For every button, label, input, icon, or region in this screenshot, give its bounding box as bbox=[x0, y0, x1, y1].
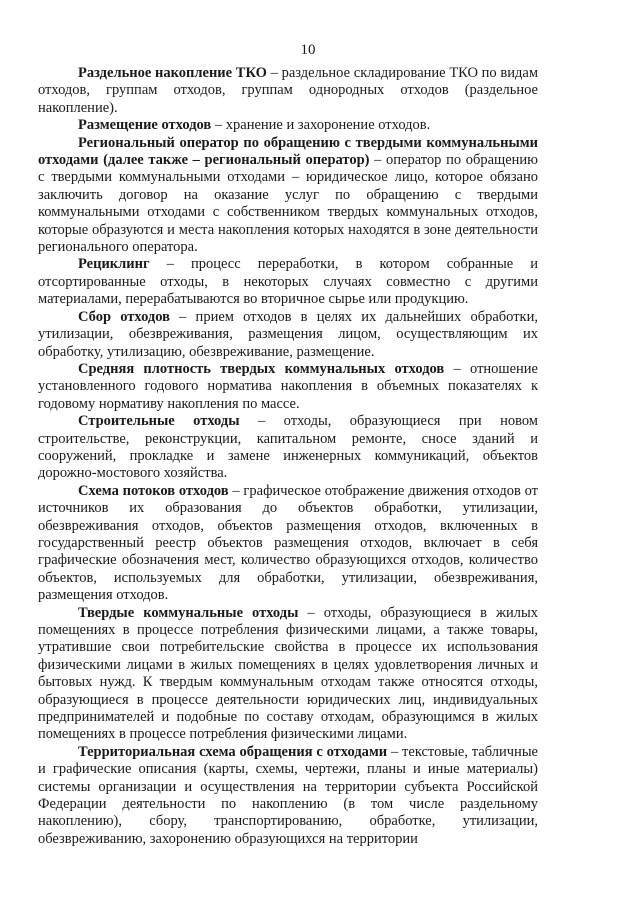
definition-term: Территориальная схема обращения с отходами bbox=[78, 743, 388, 760]
definition-term: Региональный оператор по обращению с твердыми коммунальными отходами (далее также – региональный оператор) bbox=[38, 134, 538, 169]
definition-term: Средняя плотность твердых коммунальных отходов bbox=[78, 360, 445, 377]
definition-text: – хранение и захоронение отходов. bbox=[211, 117, 431, 134]
definition-term: Размещение отходов bbox=[78, 117, 212, 134]
page-number: 10 bbox=[300, 42, 316, 58]
definition-term: Строительные отходы bbox=[78, 413, 240, 430]
definition-term: Рециклинг bbox=[78, 256, 150, 273]
definition-text: – раздельное складирование ТКО по видам отходов, группам отходов, группам однородных отходов (раздельное накопление). bbox=[38, 65, 538, 116]
definition-paragraph bbox=[38, 135, 538, 257]
definition-text: – отходы, образующиеся при новом строительстве, реконструкции, капитальном ремонте, сносе зданий и сооружений, прокладке и замене инженерных коммуникаций, объектов дорожно-мостового хозяйства. bbox=[38, 413, 538, 482]
definition-paragraph bbox=[38, 413, 538, 483]
definition-paragraph bbox=[38, 117, 538, 134]
definition-paragraph bbox=[38, 361, 538, 413]
definition-term: Твердые коммунальные отходы bbox=[78, 604, 299, 621]
definition-paragraph bbox=[38, 483, 538, 605]
definition-text: – текстовые, табличные и графические описания (карты, схемы, чертежи, планы и иные материалы) системы организации и осуществления на территории субъекта Российской Федерации деятельности по накоплению (в том числе раздельному накоплению), сбору, транспортированию, обработке, утилизации, обезвреживанию, захоронению образующихся на территории bbox=[38, 743, 538, 847]
definition-text: – отношение установленного годового норматива накопления в объемных показателях к годовому нормативу накопления по массе. bbox=[38, 360, 538, 412]
definition-paragraph bbox=[38, 256, 538, 308]
definition-text: – процесс переработки, в котором собранные и отсортированные отходы, в некоторых случаях совместно с другими материалами, перерабатываются во вторичное сырье или продукцию. bbox=[38, 256, 538, 308]
definition-text: – отходы, образующиеся в жилых помещениях в процессе потребления физическими лицами, а также товары, утратившие свои потребительские свойства в процессе их использования физическими лицами в жилых помещениях в целях удовлетворения личных и бытовых нужд. К твердым коммунальным отходам также относятся отходы, образующиеся в процессе деятельности юридических лиц, индивидуальных предпринимателей и подобные по составу отходам, образующимся в жилых помещениях в процессе потребления физическими лицами. bbox=[38, 604, 538, 743]
definition-term: Сбор отходов bbox=[78, 308, 170, 325]
definition-text: – прием отходов в целях их дальнейших обработки, утилизации, обезвреживания, размещения лицом, осуществляющим их обработку, утилизацию, обезвреживание, размещение. bbox=[38, 308, 538, 360]
definitions-list bbox=[38, 65, 538, 848]
definition-term: Раздельное накопление ТКО bbox=[78, 65, 267, 81]
definition-text: – графическое отображение движения отходов от источников их образования до объектов обработки, утилизации, обезвреживания отходов, объектов размещения отходов, включенных в государственный реестр объектов размещения отходов, включает в себя графические обозначения мест, количество образующихся отходов, количество объектов, используемых для обработки, утилизации, обезвреживания, размещения отходов. bbox=[38, 482, 538, 604]
definition-term: Схема потоков отходов bbox=[78, 482, 229, 499]
definition-paragraph bbox=[38, 605, 538, 744]
definition-paragraph bbox=[38, 65, 538, 117]
definition-paragraph bbox=[38, 309, 538, 361]
definition-text: – оператор по обращению с твердыми коммунальными отходами – юридическое лицо, которое обязано заключить договор на оказание услуг по обращению с твердыми коммунальными отходами с собственником твердых коммунальных отходов, которые образуются и места накопления которых находятся в зоне деятельности регионального оператора. bbox=[38, 152, 538, 256]
document-page bbox=[38, 0, 538, 905]
definition-paragraph bbox=[38, 744, 538, 848]
